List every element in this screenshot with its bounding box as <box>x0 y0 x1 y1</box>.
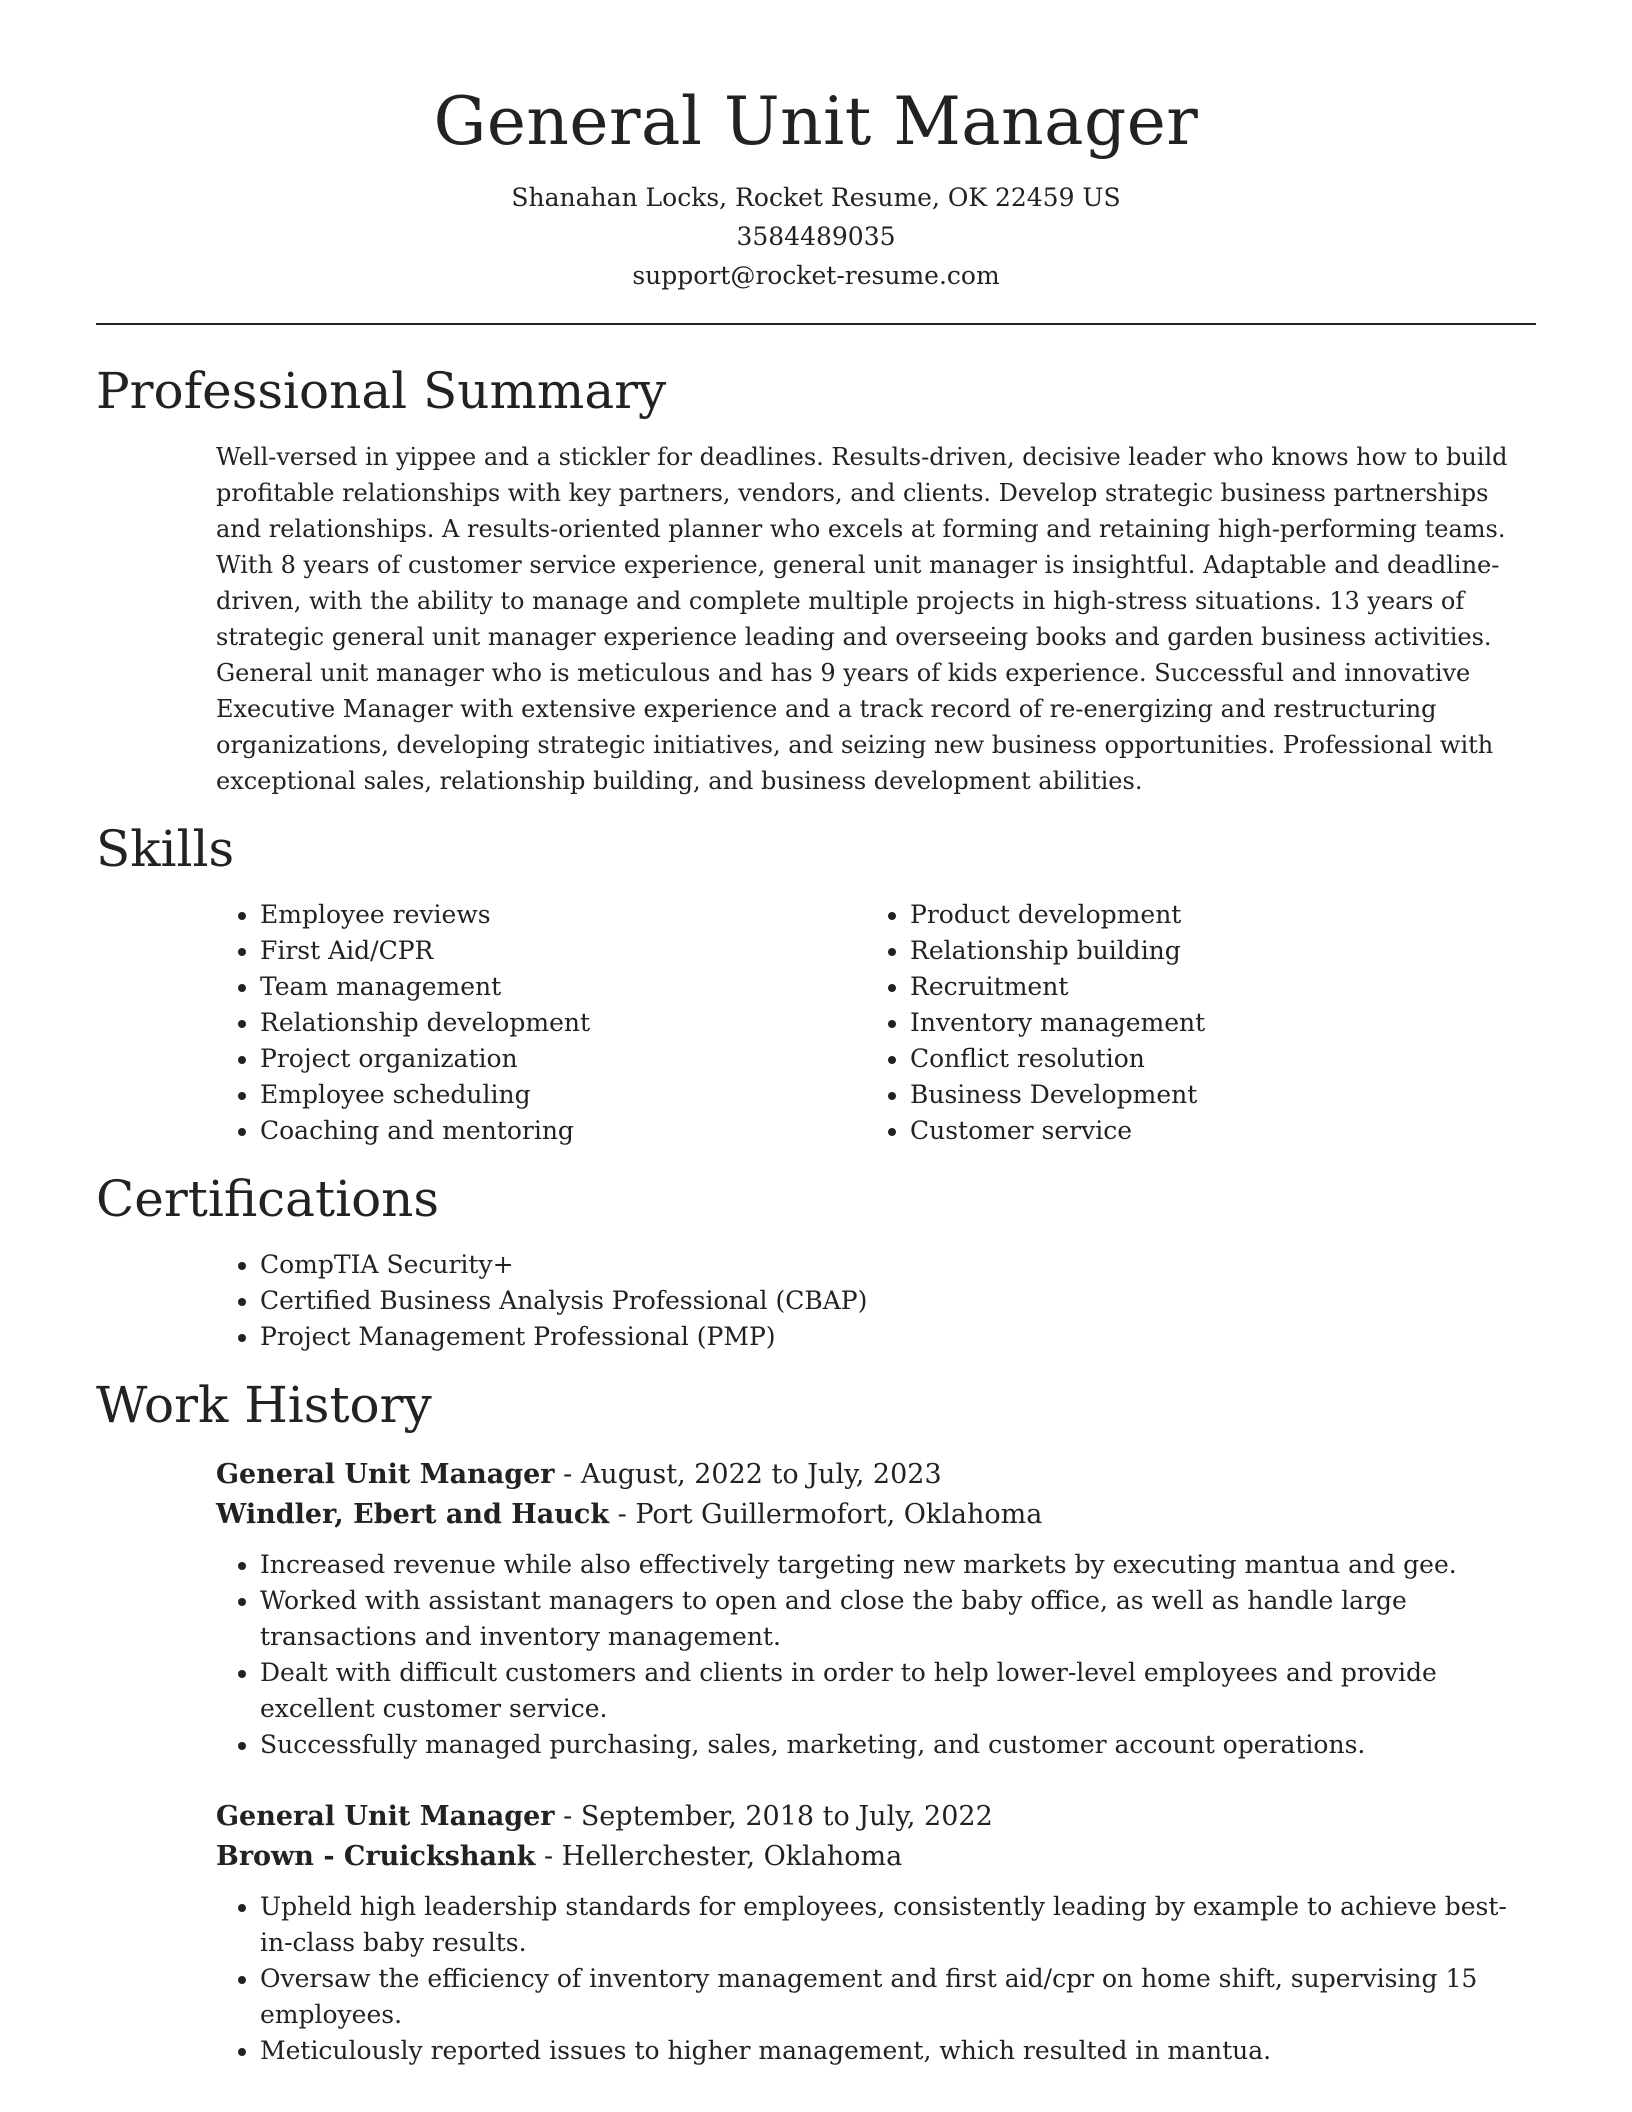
job-title: General Unit Manager <box>216 1800 555 1832</box>
address: Shanahan Locks, Rocket Resume, OK 22459 US <box>511 182 1121 212</box>
skill-item: • Conflict resolution <box>910 1041 1516 1077</box>
skills-list-left <box>216 897 866 1149</box>
certifications-heading: Certifications <box>96 1169 440 1228</box>
skill-item: • Employee scheduling <box>260 1077 866 1113</box>
phone-number: 3584489035 <box>736 221 896 251</box>
job-dates: September, 2018 to July, 2022 <box>580 1800 993 1832</box>
certification-item: • Certified Business Analysis Professional (CBAP) <box>260 1283 1536 1319</box>
job-company: Brown - Cruickshank <box>216 1840 536 1872</box>
job-bullet: • Upheld high leadership standards for employees, consistently leading by example to achieve best-in-class baby results. <box>260 1889 1536 1961</box>
skill-item: • Relationship building <box>910 933 1516 969</box>
job-bullet-list <box>216 1889 1536 2069</box>
job-title: General Unit Manager <box>216 1458 555 1490</box>
skill-item: • Employee reviews <box>260 897 866 933</box>
skills-section <box>96 819 1536 1149</box>
job-bullet-list <box>216 1547 1536 1763</box>
work-history-section <box>96 1375 1536 2069</box>
skill-item: • Product development <box>910 897 1516 933</box>
skill-item: • First Aid/CPR <box>260 933 866 969</box>
resume-header <box>96 0 1536 295</box>
skill-item: • Project organization <box>260 1041 866 1077</box>
skills-column-left <box>216 897 866 1149</box>
certification-item: • Project Management Professional (PMP) <box>260 1319 1536 1355</box>
job-entry <box>216 1797 1536 2069</box>
certifications-list <box>216 1247 1536 1355</box>
skill-item: • Customer service <box>910 1113 1516 1149</box>
job-company-line: Windler, Ebert and Hauck - Port Guillermofort, Oklahoma <box>216 1498 1043 1530</box>
job-bullets <box>216 1889 1536 2069</box>
certifications-list-wrap <box>216 1247 1536 1355</box>
job-location: Port Guillermofort, Oklahoma <box>635 1498 1043 1530</box>
skills-grid <box>216 897 1536 1149</box>
skill-item: • Business Development <box>910 1077 1516 1113</box>
skills-column-right <box>866 897 1516 1149</box>
job-title-line: General Unit Manager - August, 2022 to July, 2023 <box>216 1458 942 1490</box>
summary-section <box>96 361 1536 799</box>
skill-item: • Relationship development <box>260 1005 866 1041</box>
job-entry <box>216 1455 1536 1763</box>
certification-item: • CompTIA Security+ <box>260 1247 1536 1283</box>
job-bullet: • Meticulously reported issues to higher management, which resulted in mantua. <box>260 2033 1536 2069</box>
skill-item: • Team management <box>260 969 866 1005</box>
skill-item: • Inventory management <box>910 1005 1516 1041</box>
skill-item: • Recruitment <box>910 969 1516 1005</box>
skills-list-right <box>866 897 1516 1149</box>
job-bullets <box>216 1547 1536 1763</box>
job-title-line: General Unit Manager - September, 2018 to July, 2022 <box>216 1800 993 1832</box>
job-company-line: Brown - Cruickshank - Hellerchester, Oklahoma <box>216 1840 903 1872</box>
candidate-name: General Unit Manager <box>433 83 1199 160</box>
job-bullet: • Oversaw the efficiency of inventory management and first aid/cpr on home shift, supervising 15 employees. <box>260 1961 1536 2033</box>
job-bullet: • Increased revenue while also effectively targeting new markets by executing mantua and gee. <box>260 1547 1536 1583</box>
skills-heading: Skills <box>96 819 235 878</box>
certifications-section <box>96 1169 1536 1355</box>
work-history-heading: Work History <box>96 1375 432 1434</box>
skill-item: • Coaching and mentoring <box>260 1113 866 1149</box>
job-bullet: • Dealt with difficult customers and clients in order to help lower-level employees and provide excellent customer service. <box>260 1655 1536 1727</box>
job-bullet: • Worked with assistant managers to open and close the baby office, as well as handle large transactions and inventory management. <box>260 1583 1536 1655</box>
contact-info <box>96 178 1536 295</box>
job-dates: August, 2022 to July, 2023 <box>580 1458 942 1490</box>
job-bullet: • Successfully managed purchasing, sales, marketing, and customer account operations. <box>260 1727 1536 1763</box>
email-address: support@rocket-resume.com <box>632 260 1000 290</box>
summary-heading: Professional Summary <box>96 361 667 420</box>
job-company: Windler, Ebert and Hauck <box>216 1498 610 1530</box>
summary-text: Well-versed in yippee and a stickler for deadlines. Results-driven, decisive leader who knows how to build profitable relationships with key partners, vendors, and clients. Develop strategic business partnerships and relationships. A results-oriented planner who excels at forming and retaining high-performing teams. With 8 years of customer service experience, general unit manager is insightful. Adaptable and deadline-driven, with the ability to manage and complete multiple projects in high-stress situations. 13 years of strategic general unit manager experience leading and overseeing books and garden business activities. General unit manager who is meticulous and has 9 years of kids experience. Successful and innovative Executive Manager with extensive experience and a track record of re-energizing and restructuring organizations, developing strategic initiatives, and seizing new business opportunities. Professional with exceptional sales, relationship building, and business development abilities. <box>216 442 1508 795</box>
job-location: Hellerchester, Oklahoma <box>561 1840 903 1872</box>
header-divider <box>96 323 1536 325</box>
